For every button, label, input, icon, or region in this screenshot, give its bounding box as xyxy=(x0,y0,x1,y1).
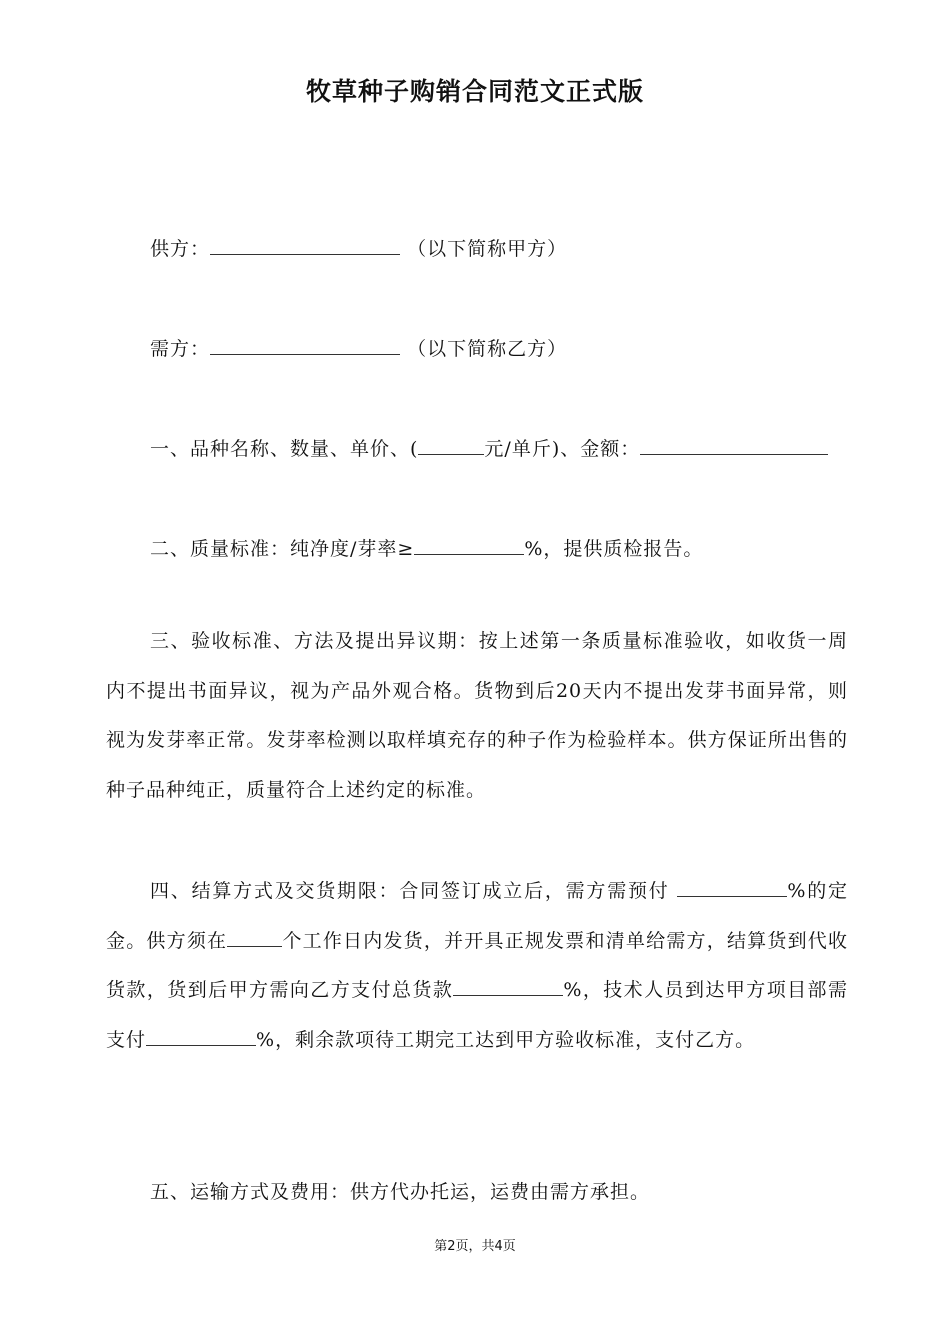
unit-price-blank xyxy=(418,437,484,455)
clause-4-part-2: %的定金。供方须在 xyxy=(106,880,848,952)
buyer-suffix: （以下简称乙方） xyxy=(407,338,568,360)
technician-payment-blank xyxy=(146,1027,256,1045)
deposit-blank xyxy=(677,879,787,897)
clause-1-unit: 元/单斤)、金额： xyxy=(484,438,641,460)
clause-5: 五、运输方式及费用：供方代办托运，运费由需方承担。 xyxy=(150,1181,651,1203)
amount-blank xyxy=(640,437,828,455)
supplier-blank xyxy=(210,237,400,255)
germination-rate-blank xyxy=(414,537,524,555)
clause-4-part-3: 个工作日内发货，并开具正规发票和清单给需方，结算货到代收货款，货到后甲方需向乙方支付总货款 xyxy=(106,929,848,1001)
clause-4-part-1: 四、结算方式及交货期限：合同签订成立后，需方需预付 xyxy=(150,880,678,902)
clause-1 xyxy=(150,434,828,461)
buyer-line xyxy=(150,334,567,361)
clause-2-suffix: %，提供质检报告。 xyxy=(524,538,704,560)
buyer-blank xyxy=(210,337,400,355)
buyer-label: 需方： xyxy=(150,338,211,360)
supplier-suffix: （以下简称甲方） xyxy=(407,238,568,260)
clause-4 xyxy=(106,867,848,1065)
clause-2 xyxy=(150,534,703,561)
clause-2-prefix: 二、质量标准：纯净度/芽率≥ xyxy=(150,538,415,560)
clause-1-prefix: 一、品种名称、数量、单价、( xyxy=(150,438,419,460)
supplier-line xyxy=(150,234,567,261)
clause-4-part-4: %，技术人员到达甲方项目部需支付 xyxy=(106,979,848,1051)
page-number: 第2页，共4页 xyxy=(434,1239,516,1254)
delivery-days-blank xyxy=(227,928,282,946)
document-title: 牧草种子购销合同范文正式版 xyxy=(305,77,644,106)
clause-4-part-5: %，剩余款项待工期完工达到甲方验收标准，支付乙方。 xyxy=(256,1028,756,1051)
payment-percent-blank xyxy=(453,978,563,996)
supplier-label: 供方： xyxy=(150,238,211,260)
clause-3: 三、验收标准、方法及提出异议期：按上述第一条质量标准验收，如收货一周内不提出书面异议，视为产品外观合格。货物到后20天内不提出发芽书面异常，则视为发芽率正常。发芽率检测以取样填充存的种子作为检验样本。供方保证所出售的种子品种纯正，质量符合上述约定的标准。 xyxy=(106,630,848,801)
